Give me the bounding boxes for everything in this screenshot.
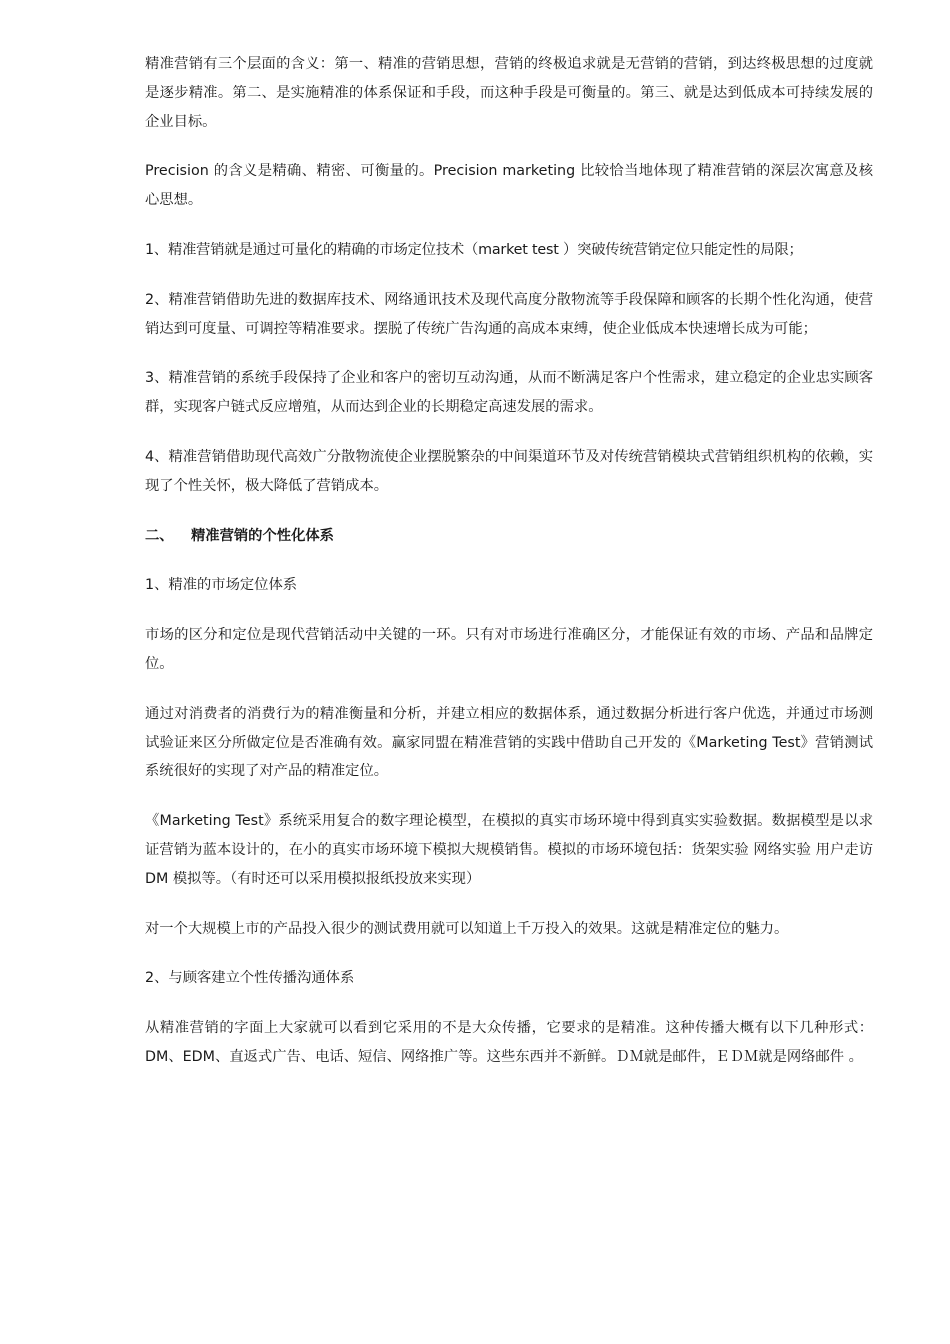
subheading-communication-system: 2、与顾客建立个性传播沟通体系 — [145, 970, 355, 987]
paragraph-meaning: 精准营销有三个层面的含义：第一、精准的营销思想，营销的终极追求就是无营销的营销，到达终极思想的过度就是逐步精准。第二、是实施精准的体系保证和手段，而这种手段是可衡量的。第三、就是达到低成本可持续发展的企业目标。 — [145, 56, 873, 130]
paragraph-communication-forms: 从精准营销的字面上大家就可以看到它采用的不是大众传播，它要求的是精准。这种传播大概有以下几种形式：DM、EDM、直返式广告、电话、短信、网络推广等。这些东西并不新鲜。ＤＭ就是邮件，ＥＤＭ就是网络邮件 。 — [145, 1020, 873, 1065]
paragraph-point-4: 4、精准营销借助现代高效广分散物流使企业摆脱繁杂的中间渠道环节及对传统营销模块式营销组织机构的依赖，实现了个性关怀，极大降低了营销成本。 — [145, 448, 873, 494]
paragraph-market-segmentation: 市场的区分和定位是现代营销活动中关键的一环。只有对市场进行准确区分，才能保证有效的市场、产品和品牌定位。 — [145, 627, 873, 672]
paragraph-precision-definition: Precision 的含义是精确、精密、可衡量的。Precision marketing 比较恰当地体现了精准营销的深层次寓意及核心思想。 — [145, 163, 873, 209]
section-title: 精准营销的个性化体系 — [191, 527, 334, 544]
document-page — [145, 50, 873, 1093]
section-heading — [145, 522, 873, 551]
subheading-market-positioning: 1、精准的市场定位体系 — [145, 577, 298, 594]
paragraph-test-cost: 对一个大规模上市的产品投入很少的测试费用就可以知道上千万投入的效果。这就是精准定位的魅力。 — [145, 920, 789, 937]
paragraph-point-1: 1、精准营销就是通过可量化的精确的市场定位技术（market test ）突破传统营销定位只能定性的局限； — [145, 241, 803, 258]
paragraph-consumer-analysis: 通过对消费者的消费行为的精准衡量和分析，并建立相应的数据体系，通过数据分析进行客户优选，并通过市场测试验证来区分所做定位是否准确有效。赢家同盟在精准营销的实践中借助自己开发的《Marketing Test》营销测试系统很好的实现了对产品的精准定位。 — [145, 705, 873, 780]
paragraph-point-3: 3、精准营销的系统手段保持了企业和客户的密切互动沟通，从而不断满足客户个性需求，建立稳定的企业忠实顾客群，实现客户链式反应增殖，从而达到企业的长期稳定高速发展的需求。 — [145, 370, 873, 416]
paragraph-point-2: 2、精准营销借助先进的数据库技术、网络通讯技术及现代高度分散物流等手段保障和顾客的长期个性化沟通，使营销达到可度量、可调控等精准要求。摆脱了传统广告沟通的高成本束缚，使企业低成本快速增长成为可能； — [145, 291, 873, 337]
paragraph-marketing-test: 《Marketing Test》系统采用复合的数字理论模型，在模拟的真实市场环境中得到真实实验数据。数据模型是以求证营销为蓝本设计的，在小的真实市场环境下模拟大规模销售。模拟的市场环境包括：货架实验 网络实验 用户走访 DM 模拟等。（有时还可以采用模拟报纸投放来实现） — [145, 813, 873, 887]
section-number: 二、 — [145, 527, 174, 544]
